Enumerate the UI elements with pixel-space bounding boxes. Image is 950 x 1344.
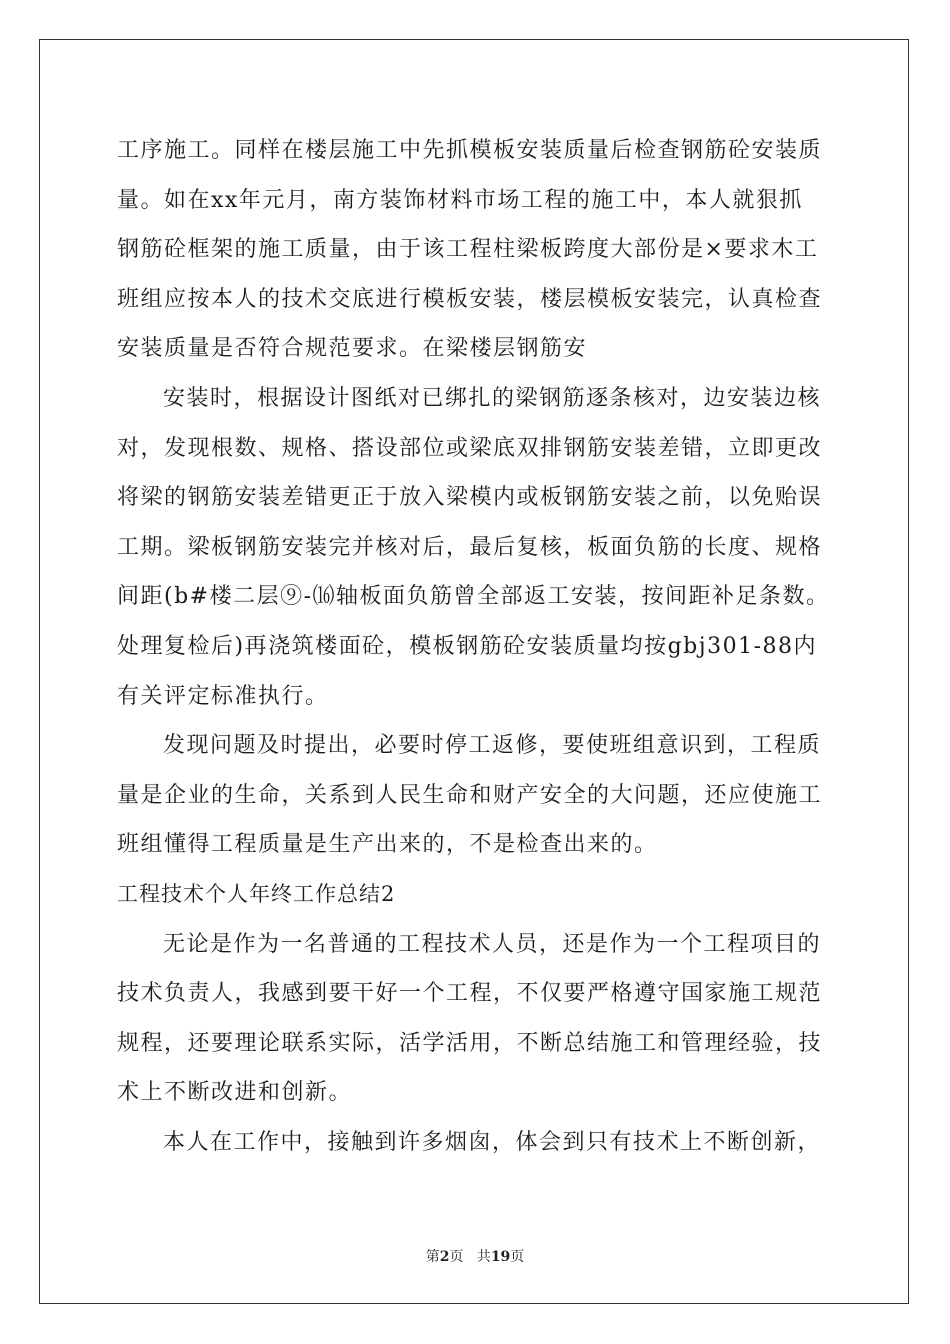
text-line: 班组懂得工程质量是生产出来的，不是检查出来的。 xyxy=(117,832,658,858)
text-line: 安装质量是否符合规范要求。在梁楼层钢筋安 xyxy=(117,336,588,362)
paragraph-start: 无论是作为一名普通的工程技术人员，还是作为一个工程项目的 xyxy=(163,931,822,957)
document-body xyxy=(117,126,837,1167)
section-heading: 工程技术个人年终工作总结2 xyxy=(117,881,396,906)
text-line: 规程，还要理论联系实际，活学活用，不断总结施工和管理经验，技 xyxy=(117,1030,823,1056)
text-line: 工期。梁板钢筋安装完并核对后，最后复核，板面负筋的长度、规格 xyxy=(117,534,823,560)
paragraph-start: 安装时，根据设计图纸对已绑扎的梁钢筋逐条核对，边安装边核 xyxy=(163,385,822,411)
page-footer xyxy=(0,1246,950,1266)
text-line: 处理复检后)再浇筑楼面砼，模板钢筋砼安装质量均按gbj301-88内 xyxy=(117,633,817,659)
footer-total-prefix: 共 xyxy=(476,1249,491,1265)
paragraph-start: 本人在工作中，接触到许多烟囱，体会到只有技术上不断创新， xyxy=(163,1129,822,1155)
text-line: 量。如在xx年元月，南方装饰材料市场工程的施工中，本人就狠抓 xyxy=(117,187,803,213)
total-pages: 19 xyxy=(490,1249,511,1265)
text-line: 工序施工。同样在楼层施工中先抓模板安装质量后检查钢筋砼安装质 xyxy=(117,138,823,163)
text-line: 术上不断改进和创新。 xyxy=(117,1080,353,1106)
text-line: 将梁的钢筋安装差错更正于放入梁模内或板钢筋安装之前，以免贻误 xyxy=(117,485,823,511)
page-number: 2 xyxy=(439,1249,450,1265)
text-line: 间距(b#楼二层⑨-⒃轴板面负筋曾全部返工安装，按间距补足条数。 xyxy=(117,584,830,610)
footer-page-unit: 页 xyxy=(449,1249,464,1265)
text-line: 钢筋砼框架的施工质量，由于该工程柱梁板跨度大部份是×要求木工 xyxy=(117,237,819,263)
footer-prefix: 第 xyxy=(425,1249,440,1265)
text-line: 技术负责人，我感到要干好一个工程，不仅要严格遵守国家施工规范 xyxy=(117,981,823,1007)
text-line: 有关评定标准执行。 xyxy=(117,683,329,709)
paragraph-start: 发现问题及时提出，必要时停工返修，要使班组意识到，工程质 xyxy=(163,733,822,759)
footer-total-unit: 页 xyxy=(510,1249,525,1265)
text-line: 量是企业的生命，关系到人民生命和财产安全的大问题，还应使施工 xyxy=(117,782,823,808)
text-line: 对，发现根数、规格、搭设部位或梁底双排钢筋安装差错，立即更改 xyxy=(117,435,823,461)
text-line: 班组应按本人的技术交底进行模板安装，楼层模板安装完，认真检查 xyxy=(117,286,823,312)
